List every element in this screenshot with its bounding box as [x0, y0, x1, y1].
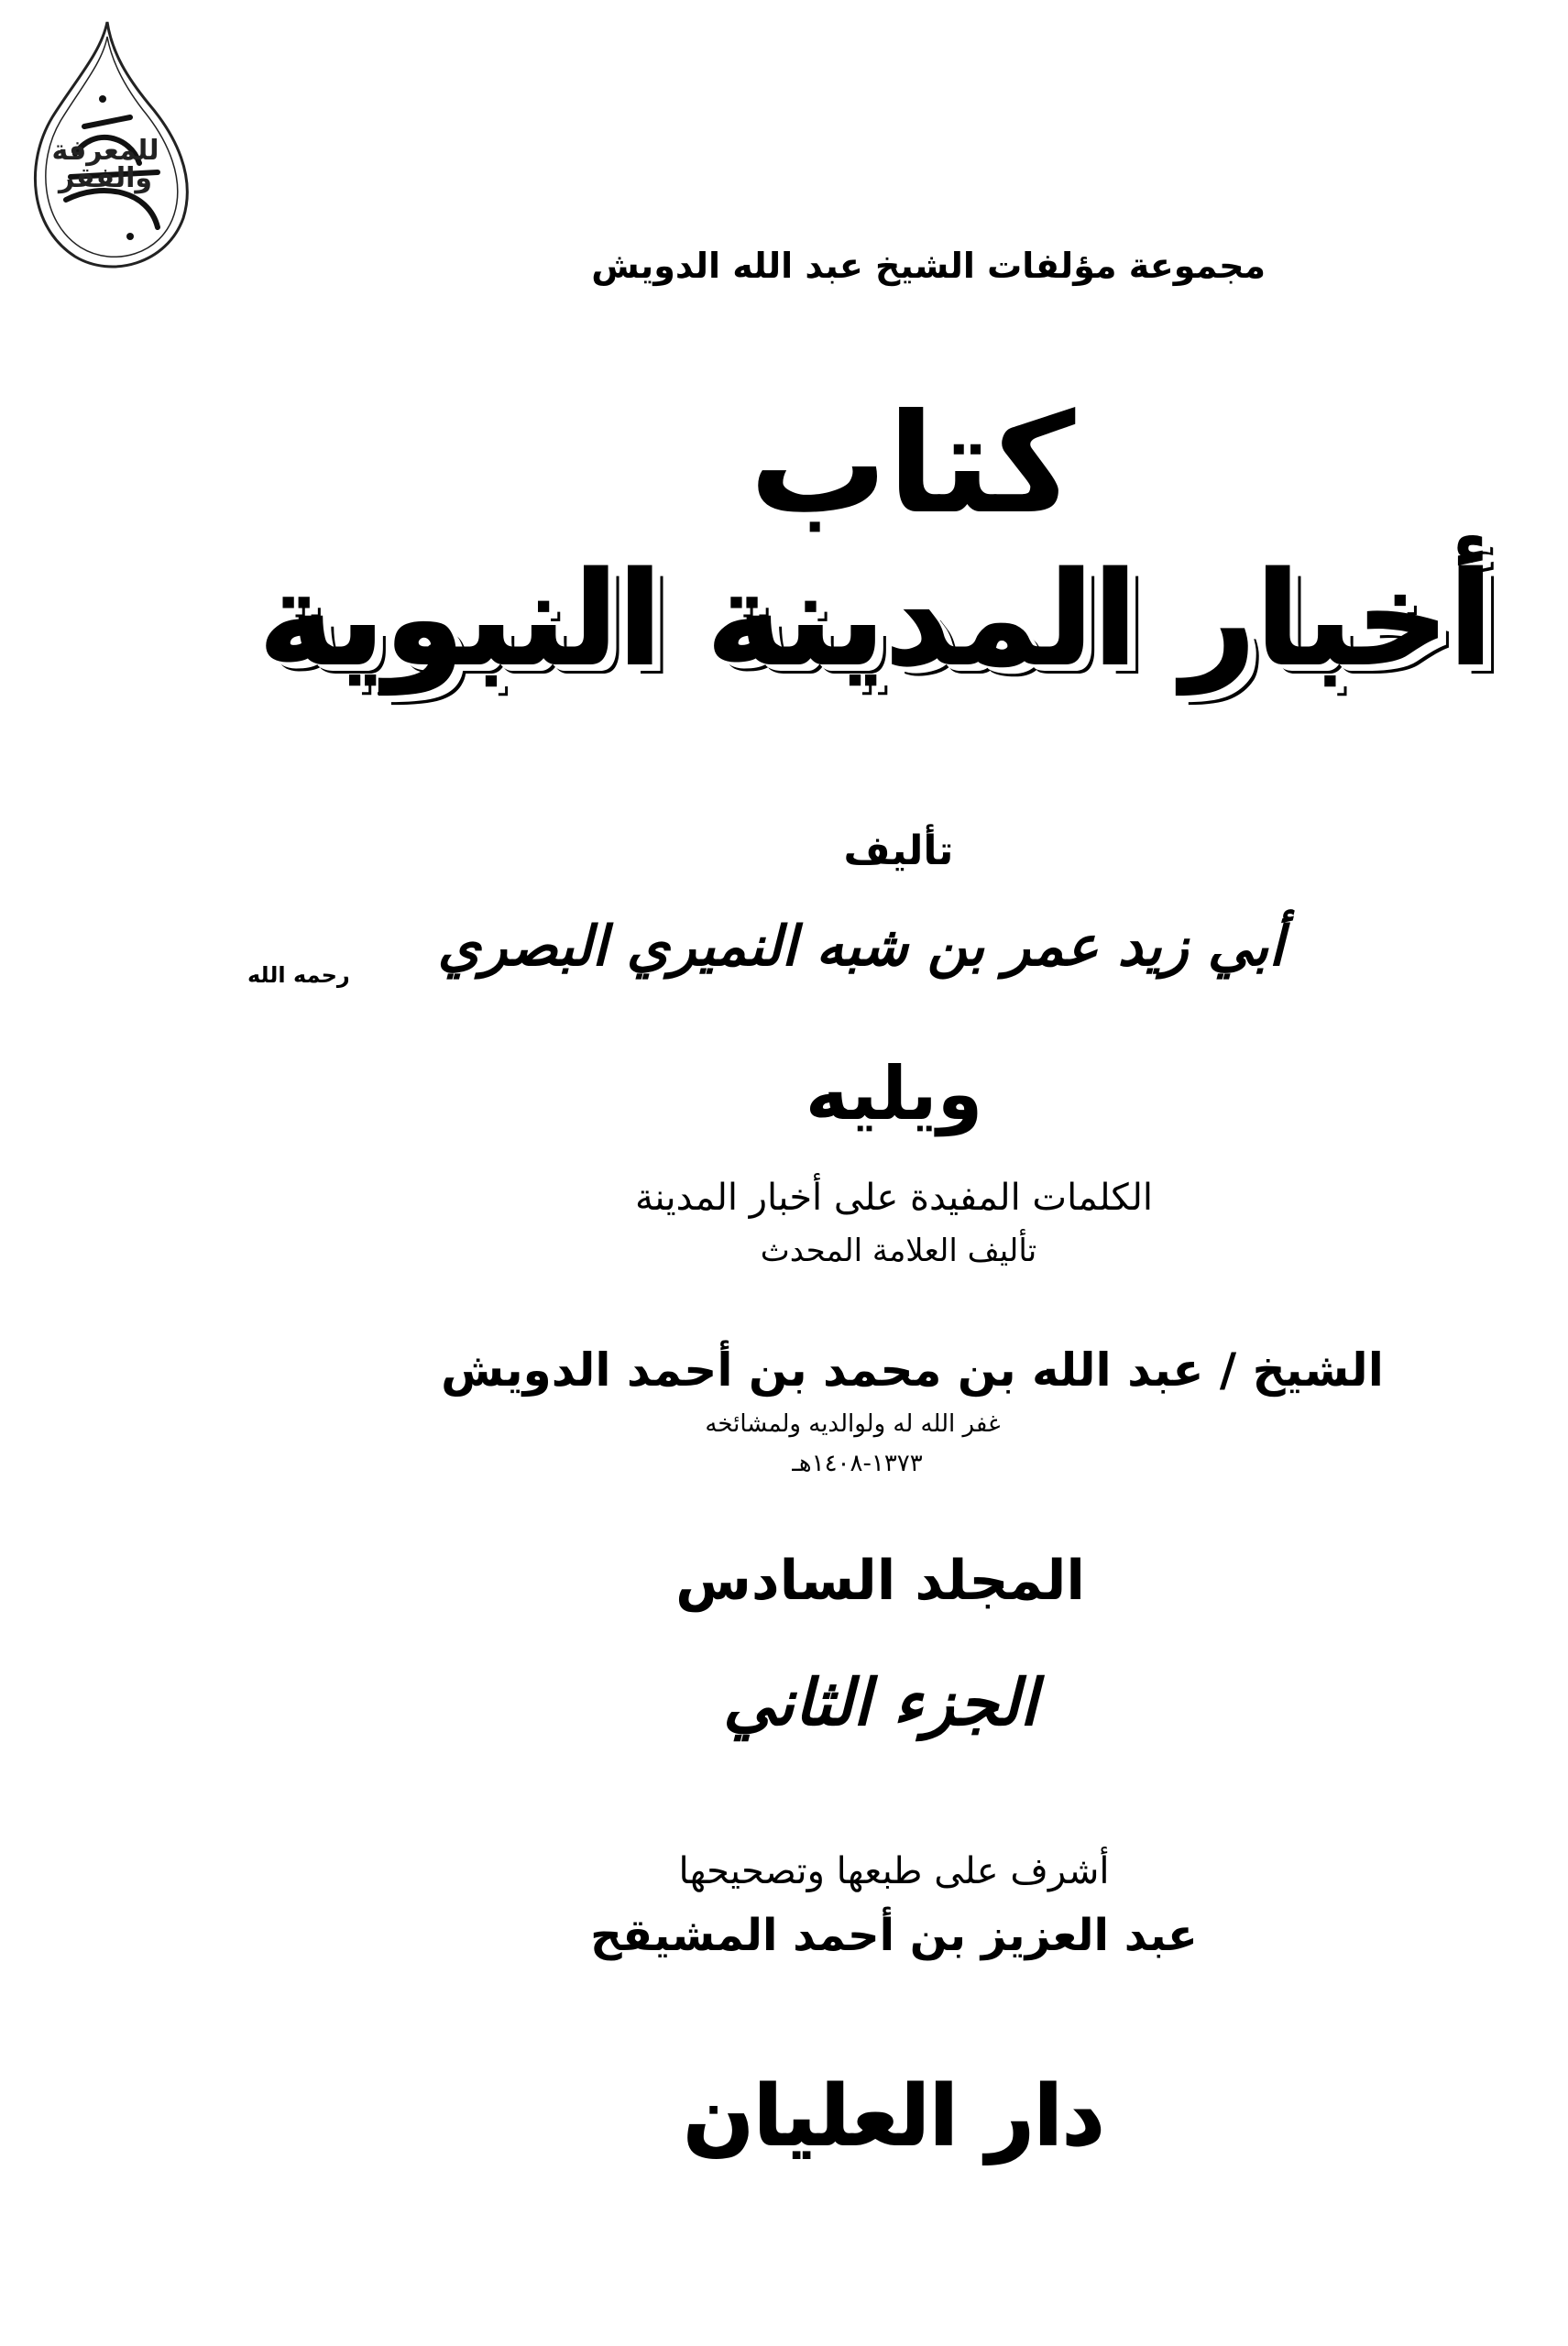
author-honorific: رحمه الله	[247, 962, 350, 988]
editor-name: عبد العزيز بن أحمد المشيقح	[590, 1910, 1198, 1961]
followed-by-label: ويليه	[805, 1051, 983, 1136]
series-title: مجموعة مؤلفات الشيخ عبد الله الدويش	[591, 246, 1266, 286]
supervised-by-label: أشرف على طبعها وتصحيحها	[678, 1850, 1110, 1892]
second-book-title: الكلمات المفيدة على أخبار المدينة	[634, 1177, 1154, 1219]
logo-lettering: للمعرفة والفقر	[51, 135, 159, 194]
kitab-heading: كتاب	[749, 385, 1076, 544]
authored-by-label: تأليف	[843, 828, 954, 874]
part-label: الجزء الثاني	[723, 1665, 1037, 1740]
book-title: أخبار المدينة النبوية	[258, 545, 1493, 695]
volume-label: المجلد السادس	[675, 1549, 1085, 1613]
author-name: أبي زيد عمر بن شبه النميري البصري	[437, 915, 1284, 979]
years-line: ١٣٧٣-١٤٠٨هـ	[792, 1450, 923, 1477]
second-book-author-label: تأليف العلامة المحدث	[760, 1233, 1037, 1269]
publisher-name: دار العليان	[683, 2068, 1105, 2165]
dua-line: غفر الله له ولوالديه ولمشائخه	[705, 1410, 1001, 1438]
sheikh-name: الشيخ / عبد الله بن محمد بن أحمد الدويش	[441, 1343, 1384, 1397]
